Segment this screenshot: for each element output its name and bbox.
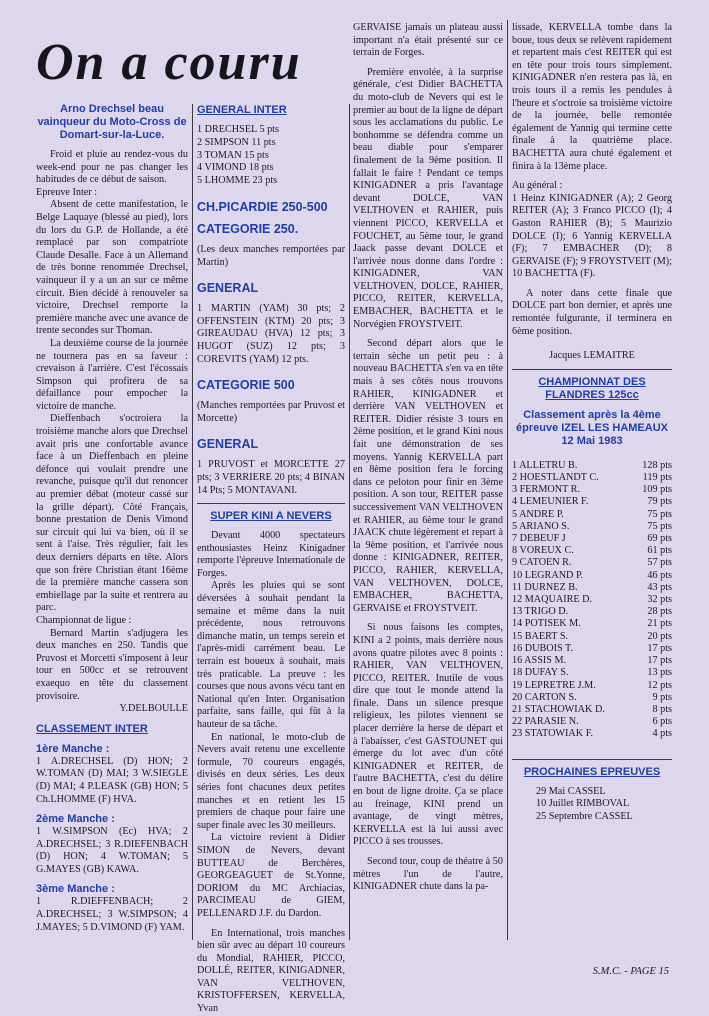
page-masthead: On a couru (36, 34, 302, 91)
standings-points: 75 pts (647, 508, 672, 520)
paragraph: Froid et pluie au rendez-vous du week-end pour ne pas changer les habitudes de ce début de saison. (36, 149, 188, 186)
standings-row (512, 521, 672, 533)
column-3 (353, 22, 503, 894)
general-inter-heading: GENERAL INTER (197, 104, 287, 116)
standings-name: 16 ASSIS M. (512, 655, 567, 667)
article-byline: Jacques LEMAITRE (549, 350, 635, 362)
standings-row (512, 484, 672, 496)
standings-row (512, 460, 672, 472)
standings-points: 6 pts (652, 716, 672, 728)
paragraph: En International, trois manches bien sûr avec au départ 10 coureurs du Mondial, RAHIER, PICCO, DOLLÉ, REITER, KINIGADNER, VAN VELTHOVEN, KRISTOFFERSEN, KERVELLA, Yvan (197, 927, 345, 1015)
list-item: 1 DRECHSEL 5 pts (197, 124, 279, 135)
standings-points: 46 pts (647, 569, 672, 581)
paragraph: En national, le moto-club de Nevers avait retenu une excellente formule, 70 coureurs engagés, divisés en deux séries. Les deux séries font chacunes deux petites manches et en retient les 15 premiers de chaque pour faire une super finale avec les 30 meilleurs. (197, 731, 345, 831)
standings-row (512, 680, 672, 692)
section-rule (197, 503, 345, 504)
paragraph: Dieffenbach s'octroiera la troisième manche alors que Drechsel avait pris une confortable avance face à un Dieffenbach en pleine défonce qui voulait prendre une revanche, puisque qu'il dut renoncer au premier débat (moteur cassé sur la grille départ). Côté Français, bonne prestation de Denis Vimond sur circuit qui lui va bien, où il se sent à l'aise. Très régulier, fait les deux derniers départs en tête. Alors que son frère Christian étant 16ème de la première manche cassera son embiellage par la suite et rentrera au parc. (36, 413, 188, 614)
manche-1-heading: 1ère Manche : (36, 742, 110, 755)
standings-points: 119 pts (642, 472, 672, 484)
standings-row (512, 716, 672, 728)
paragraph: GERVAISE jamais un plateau aussi important n'a était présenté sur ce terrain de Forges. (353, 22, 503, 59)
kini-article-heading: SUPER KINI A NEVERS (210, 510, 332, 523)
standings-name: 16 DUBOIS T. (512, 642, 574, 654)
standings-row (512, 631, 672, 643)
paragraph: Second départ alors que le terrain sèche un petit peu : à nouveau BACHETTA s'en va en tête mais à ses côtés nous trouvons RAHIER, KINIGADNER et derrière VAN VELTHOVEN et REITER. Didier résiste 3 tours en 2ème position, et le grand Kini nous fait une démonstration de ses moyens. Yannig KERVELLA part en 8ème position fera le forcing dans ce peloton pour finir en 3ème position. A son tour, REITER passe successivement VAN VELTHOVEN et RAHIER, au 6ème tour le grand JAACK chute légèrement et repart à la 9ème position, et l'arrivée nous donne : KINIGADNER, REITER, PICCO, RAHIER, KERVELLA, VAN VELTHOVEN, DOLCE, EMBACHER, BACHETTA, GERVAISE et FROYSTVEIT. (353, 338, 503, 614)
list-item: 10 Juillet RIMBOVAL (536, 798, 630, 810)
picardie-heading: CH.PICARDIE 250-500 (197, 199, 328, 214)
column-2 (197, 104, 345, 1016)
paragraph: Championnat de ligue : (36, 614, 132, 626)
standings-row (512, 618, 672, 630)
standings-row (512, 496, 672, 508)
standings-row (512, 509, 672, 521)
standings-points: 75 pts (647, 520, 672, 532)
classement-inter-heading: CLASSEMENT INTER (36, 722, 148, 735)
standings-name: 23 STATOWIAK F. (512, 728, 594, 740)
standings-points: 79 pts (647, 496, 672, 508)
standings-points: 57 pts (647, 557, 672, 569)
standings-points: 21 pts (647, 618, 672, 630)
article-byline: Y.DELBOULLE (119, 703, 188, 715)
standings-row (512, 533, 672, 545)
article-headline-drechsel: Arno Drechsel beau vainqueur du Moto-Cross de Domart-sur-la-Luce. (37, 103, 187, 141)
page-footer: S.M.C. - PAGE 15 (592, 966, 669, 977)
standings-name: 9 CATOEN R. (512, 557, 572, 569)
list-item: 2 SIMPSON 11 pts (197, 136, 276, 148)
standings-points: 61 pts (647, 545, 672, 557)
standings-points: 69 pts (647, 533, 672, 545)
standings-name: 18 DUFAY S. (512, 667, 569, 679)
upcoming-events-list (512, 786, 672, 824)
paragraph: Après les pluies qui se sont déversées à souhait pendant la semaine et même dans la nuit précédente, nous retrouvons dimanche matin, un temps serein et l'après-midi carrément beau. Le terrain est boueux à souhait, mais très praticable. La preuve : les courses que nous avons vécu tant en National qu'en Inter. Organisation parfaite, sans faille, qui fût à la hauteur de sa tâche. (197, 580, 345, 731)
paragraph: Si nous faisons les comptes, KINI a 2 points, mais derrière nous avons quatre pilotes avec 8 points : RAHIER, VAN VELTHOVEN, PICCO, REITER. Inutile de vous dire que tout le monde attend la finale. Dans un silence presque religieux, les pilotes viennent se placer derrière la herse de départ et à l'abaisser, c'est GASTOUNET qui émerge du lot avec d'un côté KINIGADNER et REITER, de l'autre BACHETTA, c'est du délire en bout de ligne droite. Ça se place au freinage, KINI prend un avantage, de vingt mètres, KERVELLA est là lui aussi avec PICCO à ses trousses. (353, 622, 503, 848)
manche-2-heading: 2ème Manche : (36, 813, 115, 826)
category-250-note: (Les deux manches remportées par Martin) (197, 243, 345, 268)
standings-name: 20 CARTON S. (512, 691, 577, 703)
paragraph: Au général : (512, 180, 563, 192)
standings-name: 13 TRIGO D. (512, 606, 569, 618)
list-item: 25 Septembre CASSEL (536, 811, 633, 823)
paragraph: A noter dans cette finale que DOLCE part bon dernier, et après une remontée fulgurante, il terminera en 6ème position. (512, 287, 672, 337)
standings-name: 1 ALLETRU B. (512, 459, 578, 471)
paragraph: Second tour, coup de théatre à 50 mètres l'un de l'autre, KINIGADNER chute dans la pa- (353, 856, 503, 893)
standings-name: 5 ARIANO S. (512, 520, 570, 532)
standings-row (512, 545, 672, 557)
standings-row (512, 472, 672, 484)
upcoming-events-heading: PROCHAINES EPREUVES (523, 765, 661, 778)
standings-points: 17 pts (647, 655, 672, 667)
standings-row (512, 643, 672, 655)
standings-points: 8 pts (652, 703, 672, 715)
section-rule (512, 759, 672, 760)
standings-row (512, 582, 672, 594)
standings-row (512, 728, 672, 740)
standings-name: 5 ANDRE P. (512, 508, 564, 520)
standings-name: 4 LEMEUNIER F. (512, 496, 589, 508)
standings-row (512, 606, 672, 618)
general-500-heading: GENERAL (197, 437, 259, 452)
column-1 (36, 103, 188, 934)
column-divider (349, 104, 350, 940)
manche-3-results: 1 R.DIEFFENBACH; 2 A.DRECHSEL; 3 W.SIMPSON; 4 J.MAYES; 5 D.VIMOND (F) YAM. (36, 896, 188, 933)
standings-name: 15 BAERT S. (512, 630, 569, 642)
standings-points: 28 pts (647, 606, 672, 618)
category-500-heading: CATEGORIE 500 (197, 378, 295, 393)
section-rule (512, 369, 672, 370)
standings-name: 21 STACHOWIAK D. (512, 703, 605, 715)
standings-points: 17 pts (647, 642, 672, 654)
standings-name: 12 MAQUAIRE D. (512, 594, 593, 606)
general-250-results: 1 MARTIN (YAM) 30 pts; 2 OFFENSTEIN (KTM) 20 pts; 3 GIREAUDAU (HVA) 12 pts; 3 HUGOT (SUZ) 12 pts; 3 COREVITS (YAM) 12 pts. (197, 303, 345, 365)
category-500-note: (Manches remportées par Pruvost et Morcette) (197, 400, 345, 424)
column-4 (512, 22, 672, 824)
general-ranking: 1 Heinz KINIGADNER (A); 2 Georg REITER (A); 3 Franco PICCO (I); 4 Gaston RAHIER (B); 5 Maurizio DOLCE (I); 6 Yannig KERVELLA (F); 7 EMBACHER (D); 8 GERVAISE (F); 9 FROYSTVEIT (M); 10 BACHETTA (F). (512, 192, 672, 280)
paragraph: Devant 4000 spectateurs enthousiastes Heinz Kinigadner remporte l'épreuve Internationale de Forges. (197, 530, 345, 579)
list-item: 3 TOMAN 15 pts (197, 149, 269, 161)
paragraph: lissade, KERVELLA tombe dans la boue, tous deux se relèvent rapidement et repartent mais c'est REITER qui est en tête pour trois tours simplement. KINIGADNER n'en restera pas là, en trois tours il a remis les pendules à l'heure et s'octroie sa troisième victoire de la journée, belle remontée également de Yannig qui termine cette finale à la quatrième place. BACHETTA aura chuté également et finira à la 13ème place. (512, 22, 672, 172)
standings-points: 32 pts (647, 594, 672, 606)
general-250-heading: GENERAL (197, 281, 259, 296)
paragraph: Epreuve Inter : (36, 186, 98, 198)
paragraph: Première envolée, à la surprise générale, c'est Didier BACHETTA du moto-club de Nevers qui est le premier au bout de la ligne de départ sous les acclamations du public. Le bonhomme se défendra comme un beau diable pour s'emparer finalement de la 9ème position. Il fallait le faire ! Pendant ce temps KINIGADNER a pris l'avantage devant DOLCE, VAN VELTHOVEN et RAHIER, puis viennent PICCO, KERVELLA et FOUCHET, au 5ème tour, le grand Jaack passe devant DOLCE et l'arrivée nous donne dans l'ordre : KINIGADNER, VAN VELTHOVEN, DOLCE, RAHIER, PICCO, REITER, KERVELLA, EMBACHER, BACHETTA et le Norvégien FROYSTVEIT. (353, 66, 503, 330)
column-divider (192, 104, 193, 940)
general-inter-list (197, 124, 345, 188)
standings-name: 3 FERMONT R. (512, 484, 581, 496)
paragraph: Bernard Martin s'adjugera les deux manches en 250. Tandis que Pruvost et Morcetti s'imposent à leur tour en 500cc et se retrouvent exaequo en tête du classement provisoire. (36, 627, 188, 702)
championship-subheading: Classement après la 4ème épreuve IZEL LES HAMEAUX 12 Mai 1983 (516, 408, 668, 447)
standings-row (512, 557, 672, 569)
standings-row (512, 594, 672, 606)
standings-points: 9 pts (652, 691, 672, 703)
manche-1-results: 1 A.DRECHSEL (D) HON; 2 W.TOMAN (D) MAI; 3 W.SIEGLE (D) MAI; 4 P.LEASK (GB) HON; 5 Ch.LHOMME (F) HVA. (36, 755, 188, 805)
standings-name: 8 VOREUX C. (512, 545, 574, 557)
standings-row (512, 692, 672, 704)
standings-points: 128 pts (642, 459, 672, 471)
paragraph: Absent de cette manifestation, le Belge Laquaye (blessé au pied), lors du lors du G.P. de Hollande, a été remplacé par son compatriote Claude Desalle. Face à un Allemand de très bonne renommée Drechsel, vainqueur il y a un an sur ce même circuit. Bien décidé à renouveler sa victoire, Drechsel remporte la première manche avec une avance de trente secondes sur Thoman. (36, 199, 188, 337)
standings-name: 19 LEPRETRE J.M. (512, 679, 596, 691)
paragraph: La victoire revient à Didier SIMON de Nevers, devant BUTTEAU de Berchères, GEORGEAGUET de St.Yonne, DORIOM du MC Archiacias, PARCIMEAU de GIEM, PELLENARD J.F. du Dardon. (197, 832, 345, 919)
standings-name: 11 DURNEZ B. (512, 581, 578, 593)
standings-row (512, 570, 672, 582)
standings-name: 10 LEGRAND P. (512, 569, 584, 581)
championship-heading: CHAMPIONNAT DES FLANDRES 125cc (538, 375, 646, 401)
championship-standings (512, 460, 672, 741)
standings-points: 13 pts (647, 667, 672, 679)
manche-3-heading: 3ème Manche : (36, 883, 115, 896)
list-item: 4 VIMOND 18 pts (197, 162, 274, 174)
list-item: 29 Mai CASSEL (536, 785, 606, 797)
standings-points: 4 pts (652, 728, 672, 740)
standings-points: 20 pts (647, 630, 672, 642)
standings-name: 14 POTISEK M. (512, 618, 581, 630)
general-500-results: 1 PRUVOST et MORCETTE 27 pts; 3 VERRIERE 20 pts; 4 BINAN 14 Pts; 5 MONTAVANI. (197, 459, 345, 496)
paragraph: La deuxième course de la journée ne tournera pas en sa faveur : crevaison à l'arrière. C'est l'écossais Simpson qui profitera de sa défaillance pour empocher la victoire de manche. (36, 337, 188, 412)
standings-name: 7 DEBEUF J (512, 533, 566, 545)
standings-points: 12 pts (647, 679, 672, 691)
standings-points: 109 pts (642, 484, 672, 496)
list-item: 5 LHOMME 23 pts (197, 175, 278, 187)
standings-name: 2 HOESTLANDT C. (512, 472, 599, 484)
standings-row (512, 667, 672, 679)
manche-2-results: 1 W.SIMPSON (Ec) HVA; 2 A.DRECHSEL; 3 R.DIEFENBACH (D) HON; 4 W.TOMAN; 5 G.MAYES (GB) KAWA. (36, 826, 188, 875)
standings-row (512, 704, 672, 716)
column-divider (507, 20, 508, 940)
standings-row (512, 655, 672, 667)
category-250-heading: CATEGORIE 250. (197, 221, 299, 236)
standings-name: 22 PARASIE N. (512, 716, 579, 728)
standings-points: 43 pts (647, 581, 672, 593)
